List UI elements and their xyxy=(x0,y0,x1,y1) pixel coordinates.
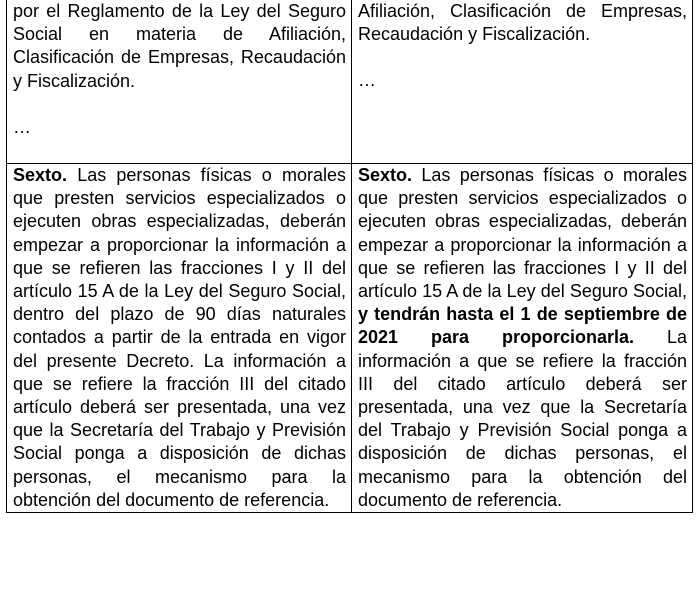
right-sexto-body-start: Las personas físicas o morales que presten servicios especializados o ejecuten obras especializadas, deberán empezar a proporcionar la información a que se refieren las fracciones I y II del artículo 15 A de la Ley del Seguro Social, xyxy=(358,165,687,302)
cell-left-top xyxy=(7,0,352,164)
spacer xyxy=(13,93,346,116)
left-top-text: por el Reglamento de la Ley del Seguro Social en materia de Afiliación, Clasificación de Empresas, Recaudación y Fiscalización. xyxy=(13,1,346,91)
right-top-text: Afiliación, Clasificación de Empresas, Recaudación y Fiscalización. xyxy=(358,1,687,45)
cell-right-top xyxy=(352,0,693,164)
left-top-ellipsis: … xyxy=(13,116,31,137)
cell-left-sexto xyxy=(7,164,352,513)
left-sexto-paragraph xyxy=(13,164,346,512)
left-sexto-heading: Sexto. xyxy=(13,165,68,185)
table-row-top xyxy=(7,0,693,164)
right-top-ellipsis: … xyxy=(358,70,376,91)
spacer xyxy=(358,46,687,69)
left-sexto-body: Las personas físicas o morales que presten servicios especializados o ejecuten obras especializadas, deberán empezar a proporcionar la información a que se refieren las fracciones I y II del artículo 15 A de la Ley del Seguro Social, dentro del plazo de 90 días naturales contados a partir de la entrada en vigor del presente Decreto. La información a que se refiere la fracción III del citado artículo deberá ser presentada, una vez que la Secretaría del Trabajo y Previsión Social ponga a disposición de dichas personas, el mecanismo para la obtención del documento de referencia. xyxy=(13,165,346,510)
cell-right-sexto xyxy=(352,164,693,513)
right-sexto-heading: Sexto. xyxy=(358,165,413,185)
right-sexto-bold-insert: y tendrán hasta el 1 de septiembre de 2021 para proporcionarla. xyxy=(358,304,687,348)
comparison-table xyxy=(6,0,693,513)
right-sexto-paragraph xyxy=(358,164,687,512)
right-sexto-body-end: La información a que se refiere la fracción III del citado artículo deberá ser presentada, una vez que la Secretaría del Trabajo y Previsión Social ponga a disposición de dichas personas, el mecanismo para la obtención del documento de referencia. xyxy=(358,327,687,510)
table-row-sexto xyxy=(7,164,693,513)
